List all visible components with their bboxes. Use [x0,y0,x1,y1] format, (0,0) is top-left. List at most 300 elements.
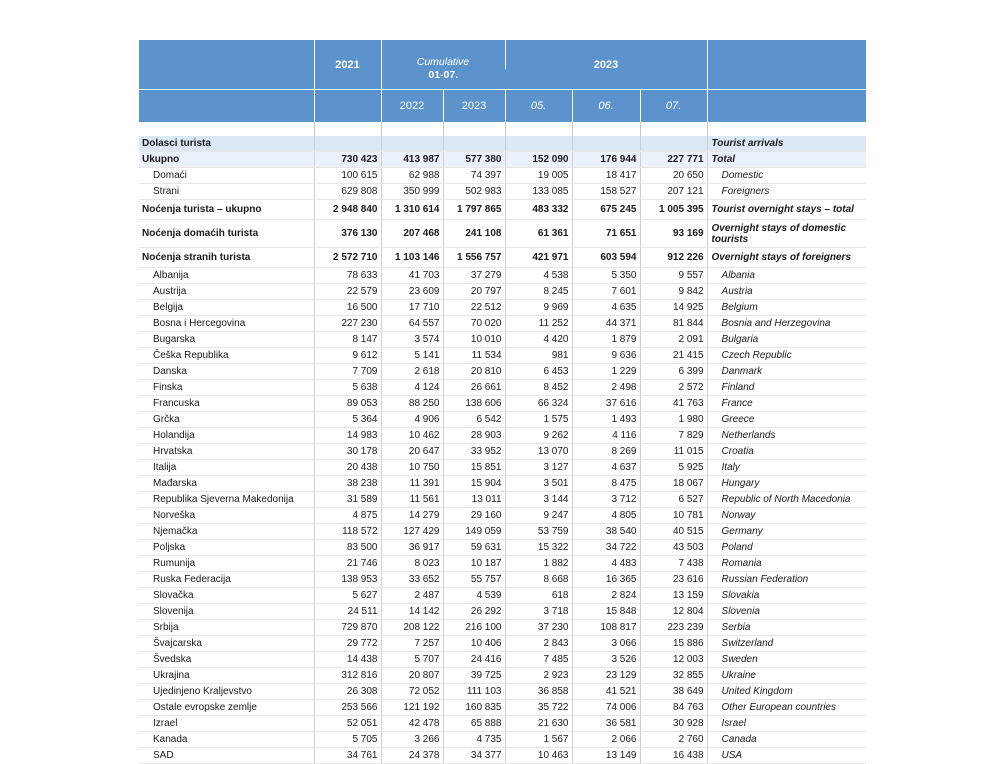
value-cum-2022: 8 023 [381,556,443,572]
row-label-en: United Kingdom [707,684,866,700]
table-row [139,684,866,700]
value-cum-2022: 10 750 [381,460,443,476]
table-row [139,748,866,764]
row-label: Švajcarska [139,636,314,652]
row-label-en: Czech Republic [707,348,866,364]
row-label: Izrael [139,716,314,732]
row-label: Mađarska [139,476,314,492]
row-label: Finska [139,380,314,396]
value-cum-2023: 241 108 [443,220,505,248]
row-label: Republika Sjeverna Makedonija [139,492,314,508]
value-cum-2023: 22 512 [443,300,505,316]
value-2023-06: 74 006 [572,700,640,716]
table-row [139,492,866,508]
value-2023-06: 5 350 [572,268,640,284]
table-header [139,40,866,136]
value-cum-2023: 577 380 [443,152,505,168]
row-label-en: Canada [707,732,866,748]
value-2021: 7 709 [314,364,381,380]
table-row [139,572,866,588]
value-2023-05: 2 843 [505,636,572,652]
row-label-en: Croatia [707,444,866,460]
value-2023-05: 19 005 [505,168,572,184]
value-cum-2023: 65 888 [443,716,505,732]
value-cum-2023: 4 735 [443,732,505,748]
value-cum-2023: 70 020 [443,316,505,332]
value-cum-2023: 20 797 [443,284,505,300]
value-cum-2022: 88 250 [381,396,443,412]
value-cum-2023: 37 279 [443,268,505,284]
row-label-en: Austria [707,284,866,300]
row-label: Ujedinjeno Kraljevstvo [139,684,314,700]
value-2023-06: 15 848 [572,604,640,620]
value-2023-06: 16 365 [572,572,640,588]
value-2023-07: 2 760 [640,732,707,748]
value-cum-2022: 127 429 [381,524,443,540]
value-cum-2022: 350 999 [381,184,443,200]
value-cum-2022: 23 609 [381,284,443,300]
value-cum-2023: 33 952 [443,444,505,460]
row-label: Grčka [139,412,314,428]
value-2023-05: 4 538 [505,268,572,284]
value-2021: 83 500 [314,540,381,556]
value-cum-2022: 5 141 [381,348,443,364]
row-label: Norveška [139,508,314,524]
value-2023-05: 36 858 [505,684,572,700]
value-cum-2022: 4 906 [381,412,443,428]
value-2023-07: 207 121 [640,184,707,200]
row-label: Austrija [139,284,314,300]
value-cum-2023: 26 292 [443,604,505,620]
row-label: SAD [139,748,314,764]
value-2023-07: 2 572 [640,380,707,396]
table-row [139,412,866,428]
value-cum-2023: 160 835 [443,700,505,716]
value-2023-07: 7 829 [640,428,707,444]
row-label: Noćenja domaćih turista [139,220,314,248]
table-row [139,508,866,524]
value-cum-2023: 1 797 865 [443,200,505,220]
table-row [139,540,866,556]
row-label: Srbija [139,620,314,636]
row-label: Domaći [139,168,314,184]
table-row [139,268,866,284]
header-year-2021: 2021 [314,40,381,90]
value-2023-05: 981 [505,348,572,364]
value-cum-2023: 10 406 [443,636,505,652]
value-cum-2022: 20 647 [381,444,443,460]
value-2021: 9 612 [314,348,381,364]
value-2021: 729 870 [314,620,381,636]
value-2023-05: 8 245 [505,284,572,300]
value-cum-2022: 5 707 [381,652,443,668]
value-2023-05: 4 420 [505,332,572,348]
value-2023-06: 108 817 [572,620,640,636]
value-2023-07: 227 771 [640,152,707,168]
value-cum-2022: 413 987 [381,152,443,168]
value-cum-2023: 10 187 [443,556,505,572]
value-2023-07: 41 763 [640,396,707,412]
header-col-2023: 2023 [443,90,505,123]
value-cum-2022: 2 487 [381,588,443,604]
value-2023-07: 81 844 [640,316,707,332]
table-row [139,184,866,200]
row-label: Bosna i Hercegovina [139,316,314,332]
row-label: Češka Republika [139,348,314,364]
row-label: Danska [139,364,314,380]
row-label: Bugarska [139,332,314,348]
value-2023-06: 2 066 [572,732,640,748]
value-2023-05: 3 127 [505,460,572,476]
value-cum-2023: 4 539 [443,588,505,604]
value-2023-05: 35 722 [505,700,572,716]
value-2023-07: 6 399 [640,364,707,380]
value-2021: 5 638 [314,380,381,396]
table-row [139,332,866,348]
value-2021: 31 589 [314,492,381,508]
row-label-en: Overnight stays of domestic tourists [707,220,866,248]
value-cum-2022: 207 468 [381,220,443,248]
value-2021: 100 615 [314,168,381,184]
row-label-en: Switzerland [707,636,866,652]
table-row [139,200,866,220]
value-2023-07: 1 005 395 [640,200,707,220]
row-label: Italija [139,460,314,476]
value-2023-06: 7 601 [572,284,640,300]
table-row [139,460,866,476]
value-cum-2022: 20 807 [381,668,443,684]
table-row [139,248,866,268]
value-2023-07: 2 091 [640,332,707,348]
value-2023-07: 912 226 [640,248,707,268]
row-label: Rumunija [139,556,314,572]
row-label-en: Bulgaria [707,332,866,348]
row-label-en: Tourist overnight stays – total [707,200,866,220]
row-label-en: Danmark [707,364,866,380]
value-2023-06: 1 879 [572,332,640,348]
value-cum-2022: 17 710 [381,300,443,316]
value-2023-06: 603 594 [572,248,640,268]
row-label-en: Foreigners [707,184,866,200]
value-cum-2022: 121 192 [381,700,443,716]
value-2023-07: 12 804 [640,604,707,620]
row-label: Strani [139,184,314,200]
value-2023-06: 3 526 [572,652,640,668]
value-2023-06: 37 616 [572,396,640,412]
value-2021: 78 633 [314,268,381,284]
row-label: Ukrajina [139,668,314,684]
value-2021: 52 051 [314,716,381,732]
value-2023-07: 12 003 [640,652,707,668]
header-col-06: 06. [572,90,640,123]
table-row [139,284,866,300]
value-2021: 22 579 [314,284,381,300]
header-range: 01-07. [381,69,505,90]
header-year-2023: 2023 [505,40,707,90]
value-cum-2023: 10 010 [443,332,505,348]
value-2023-06: 13 149 [572,748,640,764]
table-body [139,136,866,764]
value-2021: 312 816 [314,668,381,684]
row-label-en: Greece [707,412,866,428]
value-2023-06: 2 498 [572,380,640,396]
value-cum-2022: 41 703 [381,268,443,284]
value-2021: 5 627 [314,588,381,604]
header-spacer-row [139,122,866,136]
value-2023-05: 13 070 [505,444,572,460]
row-label: Noćenja stranih turista [139,248,314,268]
value-2023-06: 8 269 [572,444,640,460]
value-2023-05: 3 144 [505,492,572,508]
value-2021: 2 572 710 [314,248,381,268]
row-label: Ostale evropske zemlje [139,700,314,716]
header-col-07: 07. [640,90,707,123]
value-2023-05: 421 971 [505,248,572,268]
table-row [139,348,866,364]
value-2023-06: 4 116 [572,428,640,444]
value-cum-2023: 20 810 [443,364,505,380]
value-cum-2023: 29 160 [443,508,505,524]
row-label-en: Albania [707,268,866,284]
value-2023-05: 9 262 [505,428,572,444]
row-label-en: Bosnia and Herzegovina [707,316,866,332]
value-cum-2022: 42 478 [381,716,443,732]
header-blank-left [139,40,314,90]
value-cum-2023: 34 377 [443,748,505,764]
row-label-en: Russian Federation [707,572,866,588]
value-2023-06: 44 371 [572,316,640,332]
value-cum-2022: 10 462 [381,428,443,444]
row-label-en: Netherlands [707,428,866,444]
row-label-en: Poland [707,540,866,556]
section-label-en: Tourist arrivals [707,136,866,152]
table-row [139,652,866,668]
value-2023-06: 3 712 [572,492,640,508]
row-label: Hrvatska [139,444,314,460]
row-label: Kanada [139,732,314,748]
table-row [139,732,866,748]
value-2023-06: 3 066 [572,636,640,652]
value-2023-05: 21 630 [505,716,572,732]
value-2023-05: 15 322 [505,540,572,556]
value-2023-06: 2 824 [572,588,640,604]
value-2021: 5 364 [314,412,381,428]
table-row [139,380,866,396]
row-label-en: Hungary [707,476,866,492]
value-2023-06: 1 493 [572,412,640,428]
value-cum-2022: 3 266 [381,732,443,748]
table-row [139,588,866,604]
value-2023-05: 152 090 [505,152,572,168]
value-2023-05: 61 361 [505,220,572,248]
value-2023-07: 11 015 [640,444,707,460]
value-cum-2022: 2 618 [381,364,443,380]
value-cum-2023: 26 661 [443,380,505,396]
row-label-en: Slovenia [707,604,866,620]
tourism-statistics-table [139,40,866,764]
value-cum-2023: 216 100 [443,620,505,636]
value-2023-05: 8 668 [505,572,572,588]
value-2023-05: 8 452 [505,380,572,396]
value-2023-05: 7 485 [505,652,572,668]
value-cum-2023: 6 542 [443,412,505,428]
row-label-en: France [707,396,866,412]
value-2023-05: 618 [505,588,572,604]
row-label-en: USA [707,748,866,764]
value-cum-2022: 4 124 [381,380,443,396]
value-2023-07: 23 616 [640,572,707,588]
value-2021: 34 761 [314,748,381,764]
value-2021: 253 566 [314,700,381,716]
header-col-2022: 2022 [381,90,443,123]
value-cum-2022: 14 142 [381,604,443,620]
row-label: Holandija [139,428,314,444]
value-2023-06: 675 245 [572,200,640,220]
value-2021: 21 746 [314,556,381,572]
value-2023-06: 38 540 [572,524,640,540]
value-2023-07: 84 763 [640,700,707,716]
table-row [139,636,866,652]
value-2023-07: 32 855 [640,668,707,684]
value-cum-2023: 15 904 [443,476,505,492]
value-cum-2023: 15 851 [443,460,505,476]
value-2023-06: 71 651 [572,220,640,248]
value-cum-2022: 3 574 [381,332,443,348]
value-2021: 29 772 [314,636,381,652]
value-2023-07: 20 650 [640,168,707,184]
table-row [139,604,866,620]
row-label-en: Total [707,152,866,168]
value-2023-06: 9 636 [572,348,640,364]
value-2023-07: 15 886 [640,636,707,652]
value-2021: 730 423 [314,152,381,168]
value-2023-05: 9 247 [505,508,572,524]
row-label: Slovenija [139,604,314,620]
value-cum-2022: 14 279 [381,508,443,524]
value-cum-2023: 1 556 757 [443,248,505,268]
value-2023-07: 9 557 [640,268,707,284]
row-label-en: Overnight stays of foreigners [707,248,866,268]
value-2023-07: 10 781 [640,508,707,524]
value-cum-2022: 72 052 [381,684,443,700]
value-2023-05: 3 718 [505,604,572,620]
table-row [139,524,866,540]
table-row [139,444,866,460]
value-2023-07: 21 415 [640,348,707,364]
value-2023-05: 6 453 [505,364,572,380]
value-cum-2022: 208 122 [381,620,443,636]
section-row-tourist-arrivals [139,136,866,152]
value-2023-06: 4 637 [572,460,640,476]
value-cum-2022: 11 561 [381,492,443,508]
value-2023-06: 36 581 [572,716,640,732]
table-row [139,716,866,732]
row-label: Slovačka [139,588,314,604]
value-2023-05: 10 463 [505,748,572,764]
value-cum-2023: 55 757 [443,572,505,588]
row-label-en: Romania [707,556,866,572]
value-2023-07: 1 980 [640,412,707,428]
value-cum-2023: 24 416 [443,652,505,668]
value-2023-06: 23 129 [572,668,640,684]
row-label: Poljska [139,540,314,556]
row-label-en: Ukraine [707,668,866,684]
value-2023-06: 4 483 [572,556,640,572]
value-2021: 227 230 [314,316,381,332]
value-cum-2023: 11 534 [443,348,505,364]
row-label-en: Germany [707,524,866,540]
row-label-en: Israel [707,716,866,732]
value-cum-2023: 149 059 [443,524,505,540]
value-2021: 16 500 [314,300,381,316]
value-2023-06: 1 229 [572,364,640,380]
value-2021: 138 953 [314,572,381,588]
row-label-en: Slovakia [707,588,866,604]
value-2021: 14 438 [314,652,381,668]
value-2023-07: 38 649 [640,684,707,700]
value-2023-07: 30 928 [640,716,707,732]
table-row [139,364,866,380]
value-2021: 2 948 840 [314,200,381,220]
row-label-en: Domestic [707,168,866,184]
header-blank-right [707,40,866,90]
value-2021: 5 705 [314,732,381,748]
value-2021: 376 130 [314,220,381,248]
value-2023-06: 4 805 [572,508,640,524]
table-row [139,668,866,684]
value-cum-2022: 64 557 [381,316,443,332]
row-label-en: Belgium [707,300,866,316]
value-2021: 20 438 [314,460,381,476]
row-label: Albanija [139,268,314,284]
value-2023-05: 133 085 [505,184,572,200]
value-cum-2023: 502 983 [443,184,505,200]
value-2023-06: 176 944 [572,152,640,168]
header-sub-blank-right [707,90,866,123]
value-2023-07: 9 842 [640,284,707,300]
value-cum-2023: 13 011 [443,492,505,508]
value-cum-2022: 24 378 [381,748,443,764]
value-2023-07: 93 169 [640,220,707,248]
row-label-en: Finland [707,380,866,396]
value-2023-07: 223 239 [640,620,707,636]
value-2023-06: 158 527 [572,184,640,200]
table-row [139,476,866,492]
value-cum-2023: 28 903 [443,428,505,444]
value-cum-2022: 11 391 [381,476,443,492]
value-2023-06: 41 521 [572,684,640,700]
value-2023-05: 1 567 [505,732,572,748]
value-2023-07: 5 925 [640,460,707,476]
table-row [139,700,866,716]
value-cum-2022: 1 103 146 [381,248,443,268]
value-cum-2022: 36 917 [381,540,443,556]
value-cum-2023: 138 606 [443,396,505,412]
value-2021: 4 875 [314,508,381,524]
table-row [139,396,866,412]
value-2023-07: 13 159 [640,588,707,604]
value-2023-06: 34 722 [572,540,640,556]
table-row [139,428,866,444]
section-label: Dolasci turista [139,136,314,152]
row-label: Francuska [139,396,314,412]
value-2023-05: 2 923 [505,668,572,684]
value-2023-07: 7 438 [640,556,707,572]
value-2021: 629 808 [314,184,381,200]
row-label: Švedska [139,652,314,668]
value-2021: 118 572 [314,524,381,540]
table-row [139,556,866,572]
